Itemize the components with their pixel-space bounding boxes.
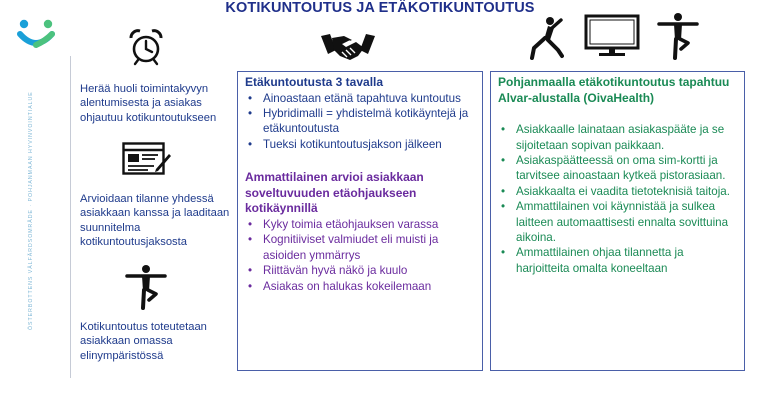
page-title: KOTIKUNTOUTUS JA ETÄKOTIKUNTOUTUS <box>225 0 535 16</box>
list-item: • Ammattilainen voi käynnistää ja sulkea laitteen automaattisesti ennalta sovittuina aikoina. <box>498 199 737 245</box>
balance-person-icon <box>124 264 168 310</box>
platform-heading: Pohjanmaalla etäkotikuntoutus tapahtuu Alvar-alustalla (OivaHealth) <box>498 75 730 105</box>
list-item: • Kognitiiviset valmiudet eli muisti ja asioiden ymmärrys <box>245 232 475 263</box>
list-item: • Asiakas on halukas kokeilemaan <box>245 279 475 294</box>
platform-box <box>490 71 745 371</box>
organization-logo <box>14 18 58 58</box>
remote-rehab-box <box>237 71 483 371</box>
list-item: • Tueksi kotikuntoutusjakson jälkeen <box>245 137 475 152</box>
monitor-icon <box>584 14 640 58</box>
step-text-assessment: Arvioidaan tilanne yhdessä asiakkaan kanssa ja laaditaan suunnitelma kotikuntoutusjaksosta <box>80 193 230 249</box>
list-item: • Ammattilainen ohjaa tilannetta ja harjoitteita omalta koneeltaan <box>498 245 737 276</box>
list-item: • Asiakaspäätteessä on oma sim-kortti ja tarvitsee ainoastaan kytkeä pistorasiaan. <box>498 153 737 184</box>
handshake-icon <box>320 30 376 64</box>
lunge-person-icon <box>528 16 564 60</box>
list-item: • Kyky toimia etäohjauksen varassa <box>245 217 475 232</box>
remote-rehab-list <box>245 91 475 153</box>
suitability-heading: Ammattilainen arvioi asiakkaan soveltuvuuden etäohjaukseen kotikäynnillä <box>245 170 424 216</box>
remote-rehab-heading: Etäkuntoutusta 3 tavalla <box>245 75 384 89</box>
list-item: • Asiakkaalle lainataan asiakaspääte ja se sijoitetaan sopivan paikkaan. <box>498 122 737 153</box>
step-text-concern: Herää huoli toimintakyvyn alentumisesta ja asiakas ohjautuu kotikuntoutukseen <box>80 83 217 124</box>
list-item: • Riittävän hyvä näkö ja kuulo <box>245 263 475 278</box>
step-text-implementation: Kotikuntoutus toteutetaan asiakkaan omassa elinympäristössä <box>80 321 207 362</box>
alarm-clock-icon <box>128 28 164 66</box>
suitability-list <box>245 217 475 294</box>
platform-list <box>498 122 737 276</box>
list-item: • Asiakkaalta ei vaadita tietoteknisiä taitoja. <box>498 184 737 199</box>
document-edit-icon <box>122 142 172 176</box>
list-item: • Ainoastaan etänä tapahtuva kuntoutus <box>245 91 475 106</box>
list-item: • Hybridimalli = yhdistelmä kotikäyntejä ja etäkuntoutusta <box>245 106 475 137</box>
vertical-organization-text: ÖSTERBOTTENS VÄLFÄRDSOMRÅDE · POHJANMAAN HYVINVOINTIALUE <box>28 91 34 330</box>
balance-person-icon <box>656 12 700 60</box>
divider <box>70 56 71 378</box>
